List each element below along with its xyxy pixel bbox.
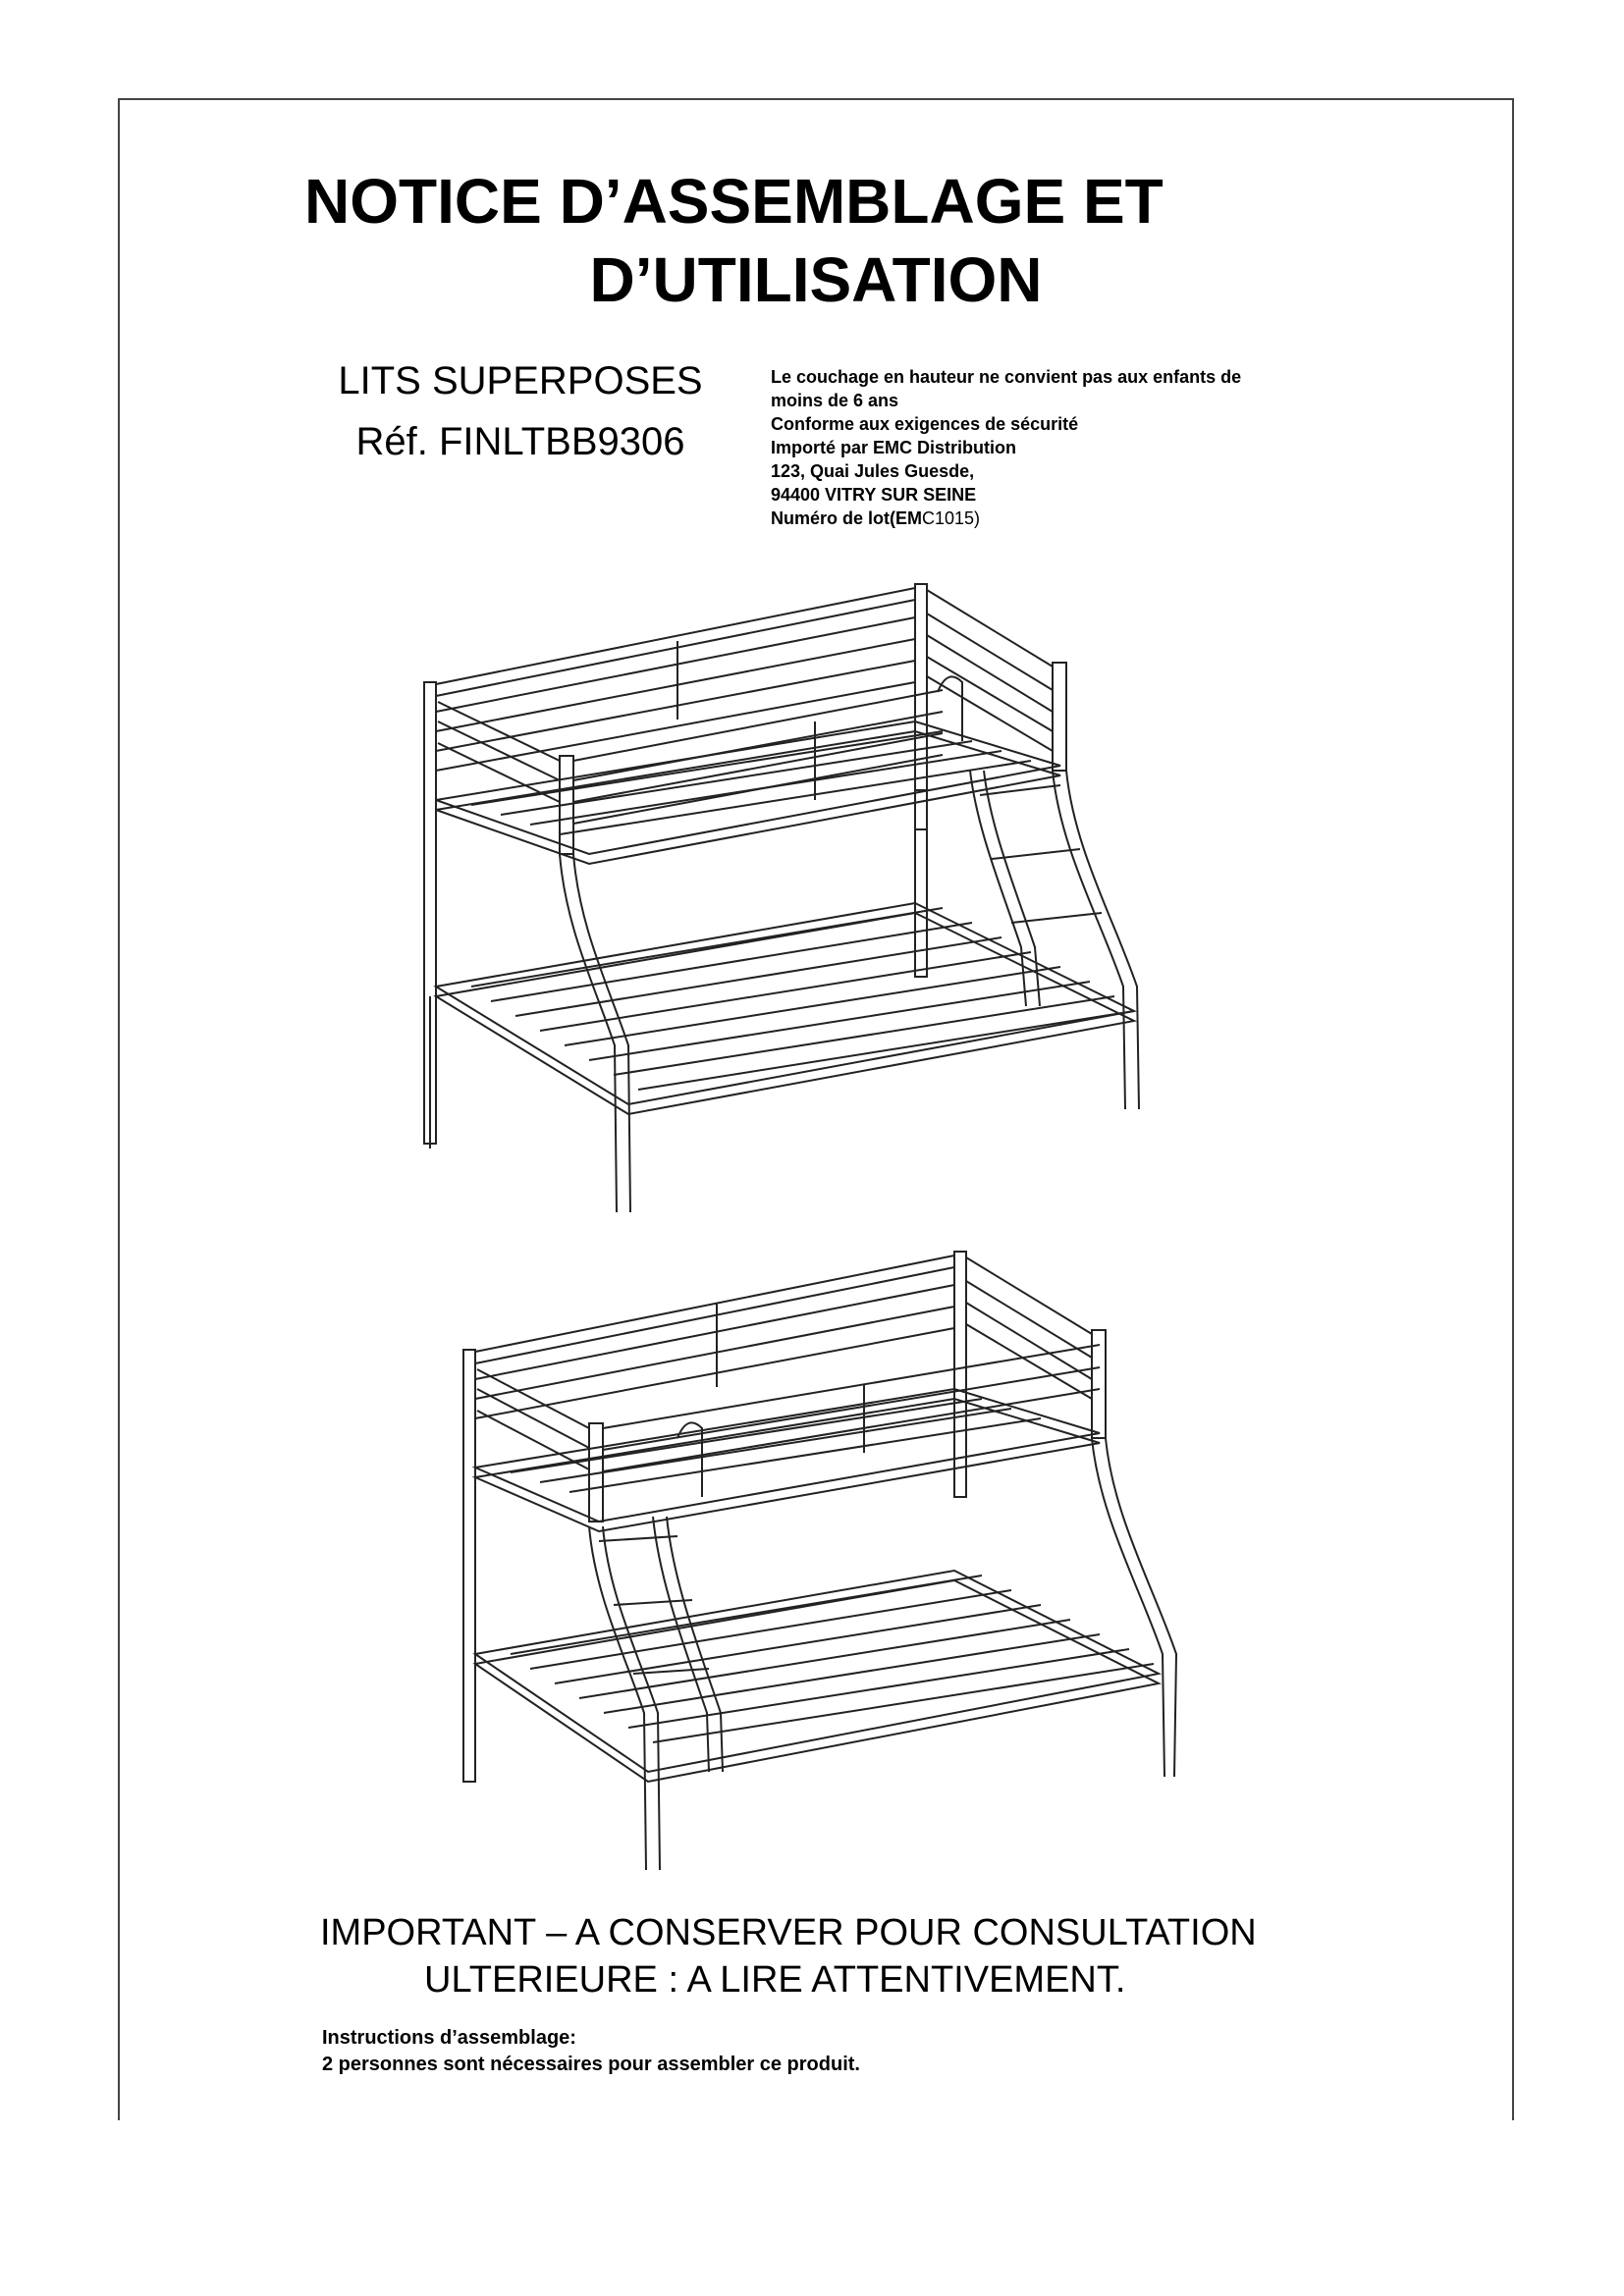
info-line-address: 123, Quai Jules Guesde, — [771, 461, 975, 481]
bed2-right-rear-post — [954, 1252, 966, 1497]
info-line-city: 94400 VITRY SUR SEINE — [771, 485, 977, 505]
product-info-block — [771, 365, 1321, 530]
product-reference: Réf. FINLTBB9306 — [355, 420, 685, 463]
bunk-bed-illustration-ladder-left — [452, 1242, 1178, 1880]
product-name: LITS SUPERPOSES — [338, 359, 703, 402]
info-line-safety: Conforme aux exigences de sécurité — [771, 414, 1079, 434]
bed1-right-post-top — [1053, 663, 1066, 771]
lot-number-suffix: C1015) — [922, 508, 981, 528]
assembly-people-required: 2 personnes sont nécessaires pour assembler ce produit. — [322, 2054, 860, 2075]
info-line-age: moins de 6 ans — [771, 391, 899, 410]
info-line-age-warning: Le couchage en hauteur ne convient pas aux enfants de — [771, 367, 1242, 387]
bed2-left-rear-post — [463, 1350, 475, 1782]
important-notice-line-1: IMPORTANT – A CONSERVER POUR CONSULTATION — [320, 1912, 1257, 1953]
info-line-importer: Importé par EMC Distribution — [771, 438, 1017, 457]
assembly-instructions-heading: Instructions d’assemblage: — [322, 2027, 576, 2049]
document-title-line-2: D’UTILISATION — [589, 244, 1043, 315]
info-line-lot — [771, 507, 1321, 530]
important-notice-line-2: ULTERIEURE : A LIRE ATTENTIVEMENT. — [424, 1959, 1126, 2001]
document-title-line-1: NOTICE D’ASSEMBLAGE ET — [304, 166, 1164, 237]
lot-number-prefix: Numéro de lot(EM — [771, 508, 923, 528]
bunk-bed-illustration-ladder-right — [412, 574, 1159, 1222]
